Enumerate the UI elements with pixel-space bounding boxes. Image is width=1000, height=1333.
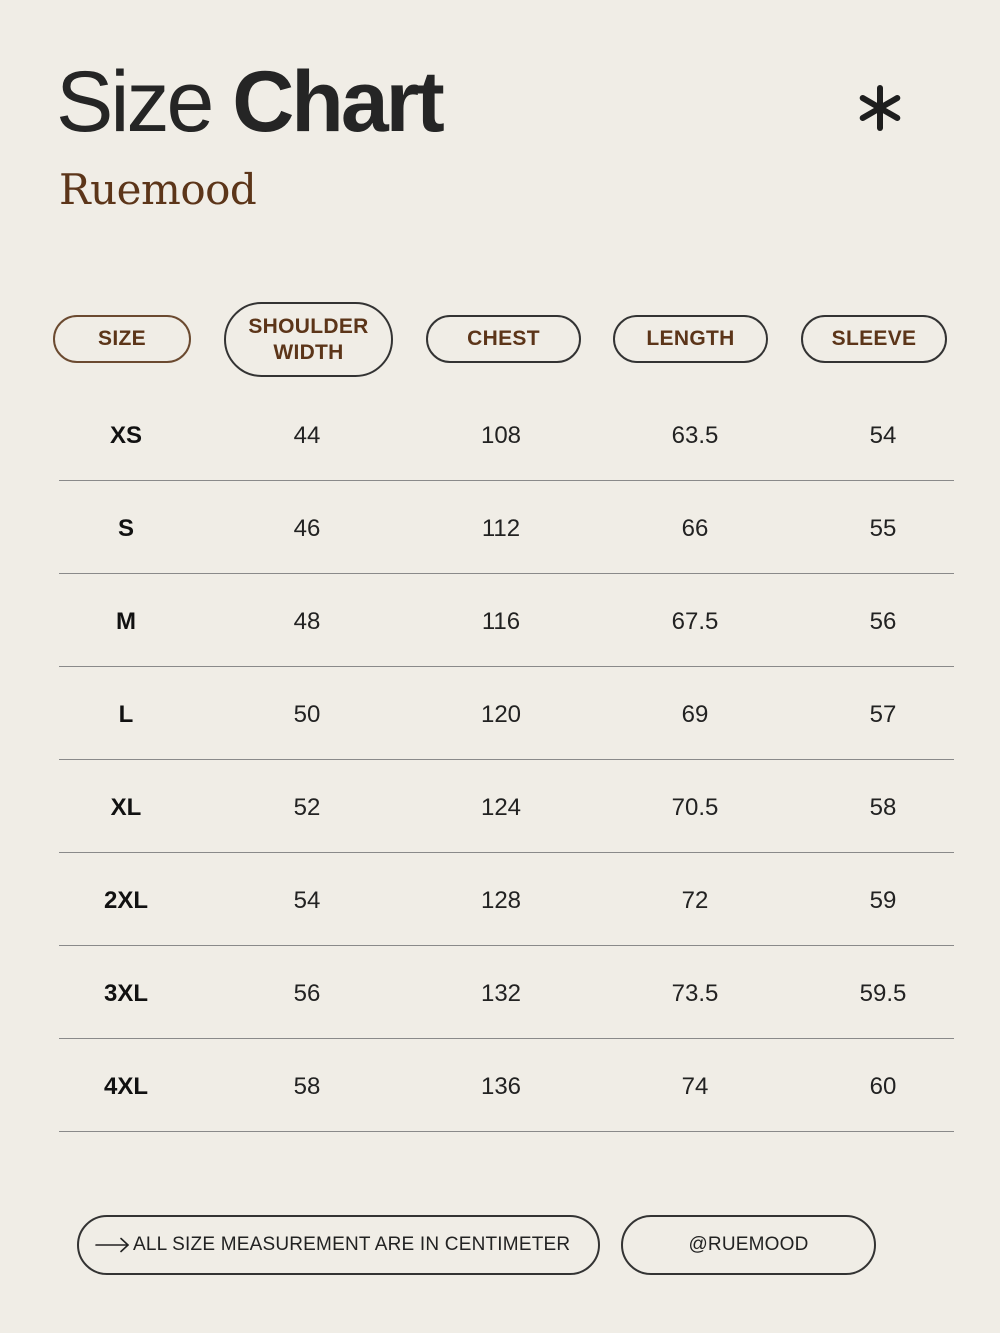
table-row (59, 1039, 954, 1132)
column-header-chest-label: CHEST (467, 327, 540, 350)
cell-chest: 120 (480, 701, 522, 728)
title-bold-word: Chart (232, 54, 442, 150)
cell-chest: 108 (480, 422, 522, 449)
cell-sleeve: 58 (869, 794, 897, 821)
column-header-size-label: SIZE (98, 327, 146, 350)
cell-chest: 112 (481, 515, 521, 542)
cell-size: XL (110, 794, 142, 821)
column-header-chest (426, 315, 581, 363)
cell-shoulder-width: 44 (293, 422, 321, 449)
column-header-shoulder-line2: WIDTH (273, 340, 344, 364)
table-row (59, 667, 954, 760)
column-header-shoulder-width (224, 302, 393, 377)
table-row (59, 574, 954, 667)
brand-name: Ruemood (59, 165, 257, 214)
table-row (59, 388, 954, 481)
cell-size: 2XL (103, 887, 148, 914)
cell-chest: 136 (480, 1073, 522, 1100)
cell-length: 63.5 (671, 422, 719, 449)
cell-size: S (117, 515, 134, 542)
cell-sleeve: 55 (869, 515, 897, 542)
table-row (59, 946, 954, 1039)
page-title (56, 52, 442, 152)
cell-shoulder-width: 46 (293, 515, 321, 542)
table-row (59, 760, 954, 853)
cell-length: 70.5 (671, 794, 719, 821)
size-table (59, 388, 954, 1132)
cell-shoulder-width: 50 (293, 701, 321, 728)
cell-sleeve: 56 (869, 608, 897, 635)
measurement-note-text: ALL SIZE MEASUREMENT ARE IN CENTIMETER (133, 1234, 571, 1255)
cell-size: 4XL (103, 1073, 148, 1100)
measurement-note (77, 1215, 600, 1275)
cell-size: L (118, 701, 134, 728)
cell-shoulder-width: 58 (293, 1073, 321, 1100)
column-header-length-label: LENGTH (646, 327, 735, 350)
column-header-sleeve (801, 315, 947, 363)
cell-length: 69 (681, 701, 709, 728)
column-header-length (613, 315, 768, 363)
cell-chest: 132 (480, 980, 522, 1007)
social-handle (621, 1215, 876, 1275)
cell-sleeve: 57 (869, 701, 897, 728)
title-light-word: Size (56, 54, 212, 150)
column-header-sleeve-label: SLEEVE (831, 327, 917, 350)
column-header-shoulder-line1: SHOULDER (248, 314, 369, 338)
cell-shoulder-width: 52 (293, 794, 321, 821)
asterisk-icon (852, 80, 908, 136)
column-header-size (53, 315, 191, 363)
cell-chest: 116 (481, 608, 521, 635)
cell-sleeve: 59.5 (859, 980, 907, 1007)
cell-length: 67.5 (671, 608, 719, 635)
cell-sleeve: 59 (869, 887, 897, 914)
cell-length: 74 (681, 1073, 709, 1100)
table-row (59, 481, 954, 574)
cell-sleeve: 60 (869, 1073, 897, 1100)
arrow-right-icon (95, 1237, 131, 1253)
cell-sleeve: 54 (869, 422, 897, 449)
cell-size: XS (109, 422, 142, 449)
table-row (59, 853, 954, 946)
cell-shoulder-width: 48 (293, 608, 321, 635)
cell-chest: 124 (480, 794, 522, 821)
cell-shoulder-width: 56 (293, 980, 321, 1007)
cell-size: 3XL (103, 980, 148, 1007)
cell-length: 72 (681, 887, 709, 914)
cell-chest: 128 (480, 887, 522, 914)
cell-size: M (116, 608, 136, 635)
cell-length: 73.5 (671, 980, 719, 1007)
cell-shoulder-width: 54 (293, 887, 321, 914)
social-handle-text: @RUEMOOD (688, 1234, 809, 1255)
cell-length: 66 (681, 515, 709, 542)
